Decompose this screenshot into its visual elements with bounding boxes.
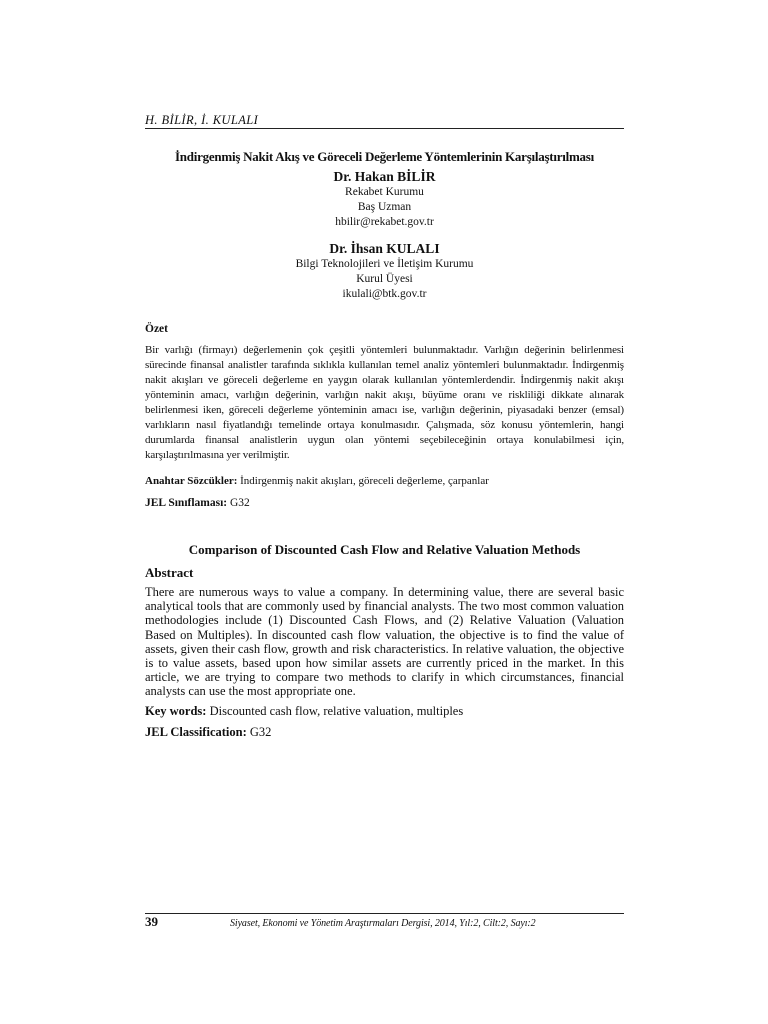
keywords-value: Discounted cash flow, relative valuation, multiples <box>209 704 464 718</box>
author-email: ikulali@btk.gov.tr <box>342 288 427 300</box>
jel-label: JEL Classification: <box>145 725 247 739</box>
keywords-label: Key words: <box>145 704 207 718</box>
jel-value: G32 <box>249 725 272 739</box>
turkish-keywords <box>145 475 624 487</box>
page-number: 39 <box>145 914 158 929</box>
running-header: H. BİLİR, İ. KULALI <box>145 113 259 127</box>
ozet-heading: Özet <box>145 323 168 335</box>
author-position: Baş Uzman <box>357 201 412 213</box>
english-title: Comparison of Discounted Cash Flow and Relative Valuation Methods <box>188 542 581 557</box>
english-jel <box>145 725 624 740</box>
author-name: Dr. Hakan BİLİR <box>333 169 436 184</box>
author-position: Kurul Üyesi <box>356 273 413 285</box>
footer-rule <box>145 913 624 914</box>
author-institution: Bilgi Teknolojileri ve İletişim Kurumu <box>295 258 474 270</box>
header-rule <box>145 128 624 129</box>
author-block-1 <box>145 168 624 230</box>
keywords-value: İndirgenmiş nakit akışları, göreceli değerleme, çarpanlar <box>240 475 489 487</box>
keywords-label: Anahtar Sözcükler: <box>145 475 238 487</box>
author-name: Dr. İhsan KULALI <box>329 241 440 256</box>
journal-citation: Siyaset, Ekonomi ve Yönetim Araştırmaları Dergisi, 2014, Yıl:2, Cilt:2, Sayı:2 <box>230 918 536 929</box>
turkish-title: İndirgenmiş Nakit Akış ve Göreceli Değerleme Yöntemlerinin Karşılaştırılması <box>175 149 594 164</box>
author-block-2 <box>145 240 624 302</box>
english-keywords <box>145 704 624 719</box>
author-institution: Rekabet Kurumu <box>345 186 424 198</box>
turkish-jel <box>145 497 624 509</box>
jel-value: G32 <box>230 497 250 509</box>
author-email: hbilir@rekabet.gov.tr <box>335 216 434 228</box>
abstract-heading: Abstract <box>145 565 194 580</box>
jel-label: JEL Sınıflaması: <box>145 497 228 509</box>
ozet-body: Bir varlığı (firmayı) değerlemenin çok çeşitli yöntemleri bulunmaktadır. Varlığın değerinin belirlenmesi sürecinde finansal analistler tarafında sıklıkla kullanılan temel analiz yöntemleri bulunmaktadır. İndirgenmiş nakit akışları ve göreceli değerleme en yaygın olarak kullanılan yöntemlerdendir. İndirgenmiş nakit akışı yönteminin amacı, varlığın değerinin, varlığın nakit akışı, büyüme oranı ve riskliliği dikkate alınarak belirlenmesi iken, göreceli değerleme yönteminin amacı ise, varlığın değerinin, piyasadaki benzer (emsal) varlıkların nasıl fiyatlandığı temelinde ortaya konulmasıdır. Çalışmada, söz konusu yöntemlerin, hangi durumlarda finansal analistlerin uygun olan yöntemi seçebileceğinin ortaya konulabilmesi için, karşılaştırılmasına yer verilmiştir. <box>145 344 624 461</box>
abstract-body: There are numerous ways to value a company. In determining value, there are several basic analytical tools that are commonly used by financial analysts. The two most common valuation methodologies include (1) Discounted Cash Flows, and (2) Relative Valuation (Valuation Based on Multiples). In discounted cash flow valuation, the objective is to find the value of assets, given their cash flow, growth and risk characteristics. In relative valuation, the objective is to value assets, based upon how similar assets are currently priced in the market. In this article, we are trying to compare two methods to clarify in which circumstances, financial analysts can use the most appropriate one. <box>145 585 624 699</box>
